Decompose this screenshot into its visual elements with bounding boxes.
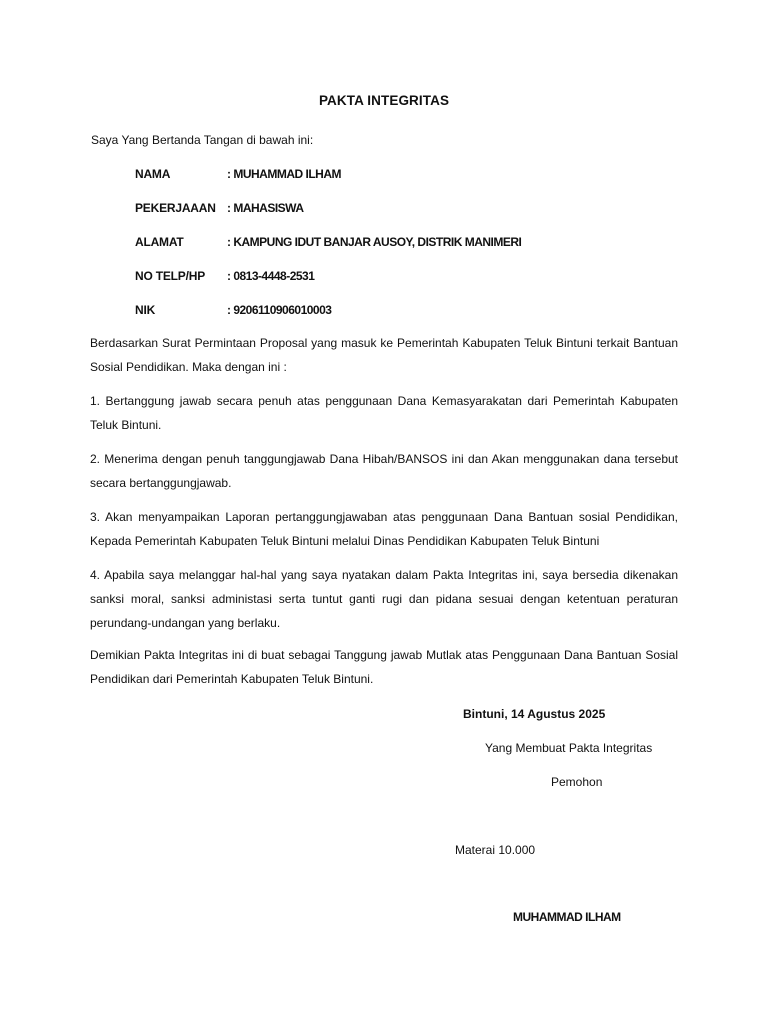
field-label-nik: NIK [135,303,156,317]
maker-line: Yang Membuat Pakta Integritas [485,741,653,755]
field-label-alamat: ALAMAT [135,235,184,249]
field-value-pekerjaan: : MAHASISWA [227,201,304,215]
field-value-telp: : 0813-4448-2531 [227,269,315,283]
paragraph-basis: Berdasarkan Surat Permintaan Proposal yang masuk ke Pemerintah Kabupaten Teluk Bintuni terkait Bantuan Sosial Pendidikan. Maka dengan ini : [90,336,678,374]
stamp-duty-note: Materai 10.000 [455,843,536,857]
paragraph-point-2: 2. Menerima dengan penuh tanggungjawab Dana Hibah/BANSOS ini dan Akan menggunakan dana tersebut secara bertanggungjawab. [90,452,678,490]
paragraph-point-1: 1. Bertanggung jawab secara penuh atas penggunaan Dana Kemasyarakatan dari Pemerintah Kabupaten Teluk Bintuni. [90,394,678,432]
paragraph-closing: Demikian Pakta Integritas ini di buat sebagai Tanggung jawab Mutlak atas Penggunaan Dana Bantuan Sosial Pendidikan dari Pemerintah Kabupaten Teluk Bintuni. [90,648,678,686]
field-value-nama: : MUHAMMAD ILHAM [227,167,341,181]
place-date: Bintuni, 14 Agustus 2025 [463,707,606,721]
field-value-nik: : 9206110906010003 [227,303,332,317]
signer-role: Pemohon [551,775,603,789]
paragraph-point-4: 4. Apabila saya melanggar hal-hal yang saya nyatakan dalam Pakta Integritas ini, saya bersedia dikenakan sanksi moral, sanksi administasi serta tuntut ganti rugi dan pidana sesuai dengan ketentuan peraturan perundang-undangan yang berlaku. [90,568,678,630]
field-value-alamat: : KAMPUNG IDUT BANJAR AUSOY, DISTRIK MANIMERI [227,235,522,249]
intro-text: Saya Yang Bertanda Tangan di bawah ini: [91,133,314,147]
paragraph-point-3: 3. Akan menyampaikan Laporan pertanggungjawaban atas penggunaan Dana Bantuan sosial Pendidikan, Kepada Pemerintah Kabupaten Teluk Bintuni melalui Dinas Pendidikan Kabupaten Teluk Bintuni [90,510,678,548]
field-label-nama: NAMA [135,167,171,181]
signer-name: MUHAMMAD ILHAM [513,910,621,924]
field-label-telp: NO TELP/HP [135,269,206,283]
document-title: PAKTA INTEGRITAS [318,93,450,108]
field-label-pekerjaan: PEKERJAAAN [135,201,216,215]
